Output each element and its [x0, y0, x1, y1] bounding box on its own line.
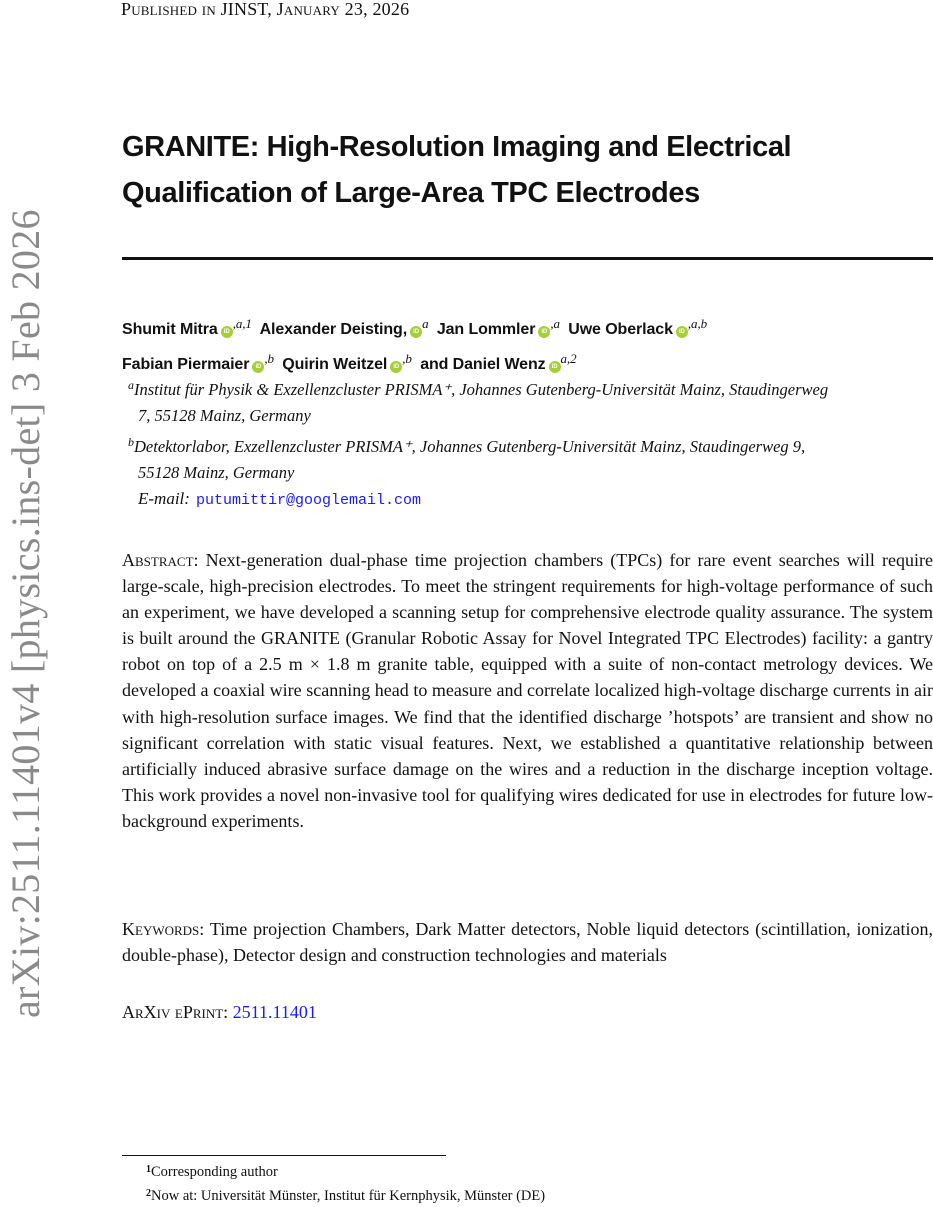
affiliation: $^a$Institut für Physik & Exzellenzcluster PRISMA⁺, Johannes Gutenberg-Universität Mainz, Staudingerweg 7, 55128 Mainz, Germany [128, 378, 829, 425]
arxiv-side-stamp: arXiv:2511.11401v4 [physics.ins-det] 3 Feb 2026 [3, 209, 48, 1018]
author: Uwe Oberlack $iD^{,a,b}$ [568, 316, 707, 338]
abstract-label: Abstract: [122, 550, 199, 570]
author: and Daniel Wenz iD$^{a,2}$ [420, 351, 577, 373]
title-rule [122, 257, 933, 260]
footnote: $^2$Now at: Universität Münster, Institut für Kernphysik, Münster (DE) [146, 1188, 546, 1204]
orcid-icon[interactable]: iD [676, 326, 688, 338]
abstract-text: Next-generation dual-phase time projection chambers (TPCs) for rare event searches will require large-scale, high-precision electrodes. To meet the stringent requirements for high-voltage performance of such an experiment, we have developed a scanning setup for comprehensive electrode quality assurance. The system is built around the GRANITE (Granular Robotic Assay for Novel Integrated TPC Electrodes) facility: a gantry robot on top of a 2.5 m × 1.8 m granite table, equipped with a suite of non-contact metrology devices. We developed a coaxial wire scanning head to measure and correlate localized high-voltage discharge currents in air with high-resolution surface images. We find that the identified discharge ’hotspots’ are transient and show no significant correlation with static visual features. Next, we established a quantitative relationship between artificially induced abrasive surface damage on the wires and a reduction in the discharge inception voltage. This work provides a novel non-invasive tool for qualifying wires dedicated for use in electrodes for future low-background experiments. [122, 550, 933, 831]
orcid-icon[interactable]: iD [410, 326, 422, 338]
orcid-icon[interactable]: iD [221, 326, 233, 338]
author: Jan Lommler $iD^{,a}$ [436, 316, 560, 338]
arxiv-eprint [122, 1002, 317, 1023]
eprint-link[interactable]: 2511.11401 [232, 1002, 317, 1022]
orcid-icon[interactable]: iD [538, 326, 550, 338]
affiliation: $^b$Detektorlabor, Exzellenzcluster PRISMA⁺, Johannes Gutenberg-Universität Mainz, Staudingerweg 9, 55128 Mainz, Germany [128, 435, 806, 482]
title-line-1: GRANITE: High-Resolution Imaging and Electrical [122, 131, 792, 163]
orcid-icon[interactable]: iD [390, 361, 402, 373]
footnote: $^1$Corresponding author [146, 1164, 278, 1180]
author: Fabian Piermaier $iD^{,b}$ [122, 351, 274, 373]
journal-published-line: Published in JINST, January 23, 2026 [121, 0, 410, 19]
footnote-rule [122, 1155, 446, 1156]
paper-title [122, 124, 902, 216]
email-line [138, 489, 421, 509]
email-label: E-mail: [138, 489, 190, 508]
orcid-icon[interactable]: iD [549, 361, 561, 373]
keywords [122, 916, 933, 968]
author-list [122, 309, 922, 379]
eprint-label: ArXiv ePrint: [122, 1002, 229, 1022]
author: Alexander Deisting, $iD^a$ [259, 316, 429, 338]
email-link[interactable]: putumittir@googlemail.com [195, 492, 421, 509]
orcid-icon[interactable]: iD [252, 361, 264, 373]
author: Quirin Weitzel $iD^{,b}$ [282, 351, 412, 373]
keywords-label: Keywords: [122, 919, 205, 939]
keywords-text: Time projection Chambers, Dark Matter detectors, Noble liquid detectors (scintillation, ionization, double-phase), Detector design and construction technologies and materials [122, 919, 933, 966]
affiliation-list [128, 372, 933, 486]
title-line-2: Qualification of Large-Area TPC Electrodes [122, 177, 700, 209]
author: Shumit Mitra $iD^{,a,1}$ [122, 316, 252, 338]
abstract [122, 547, 933, 834]
